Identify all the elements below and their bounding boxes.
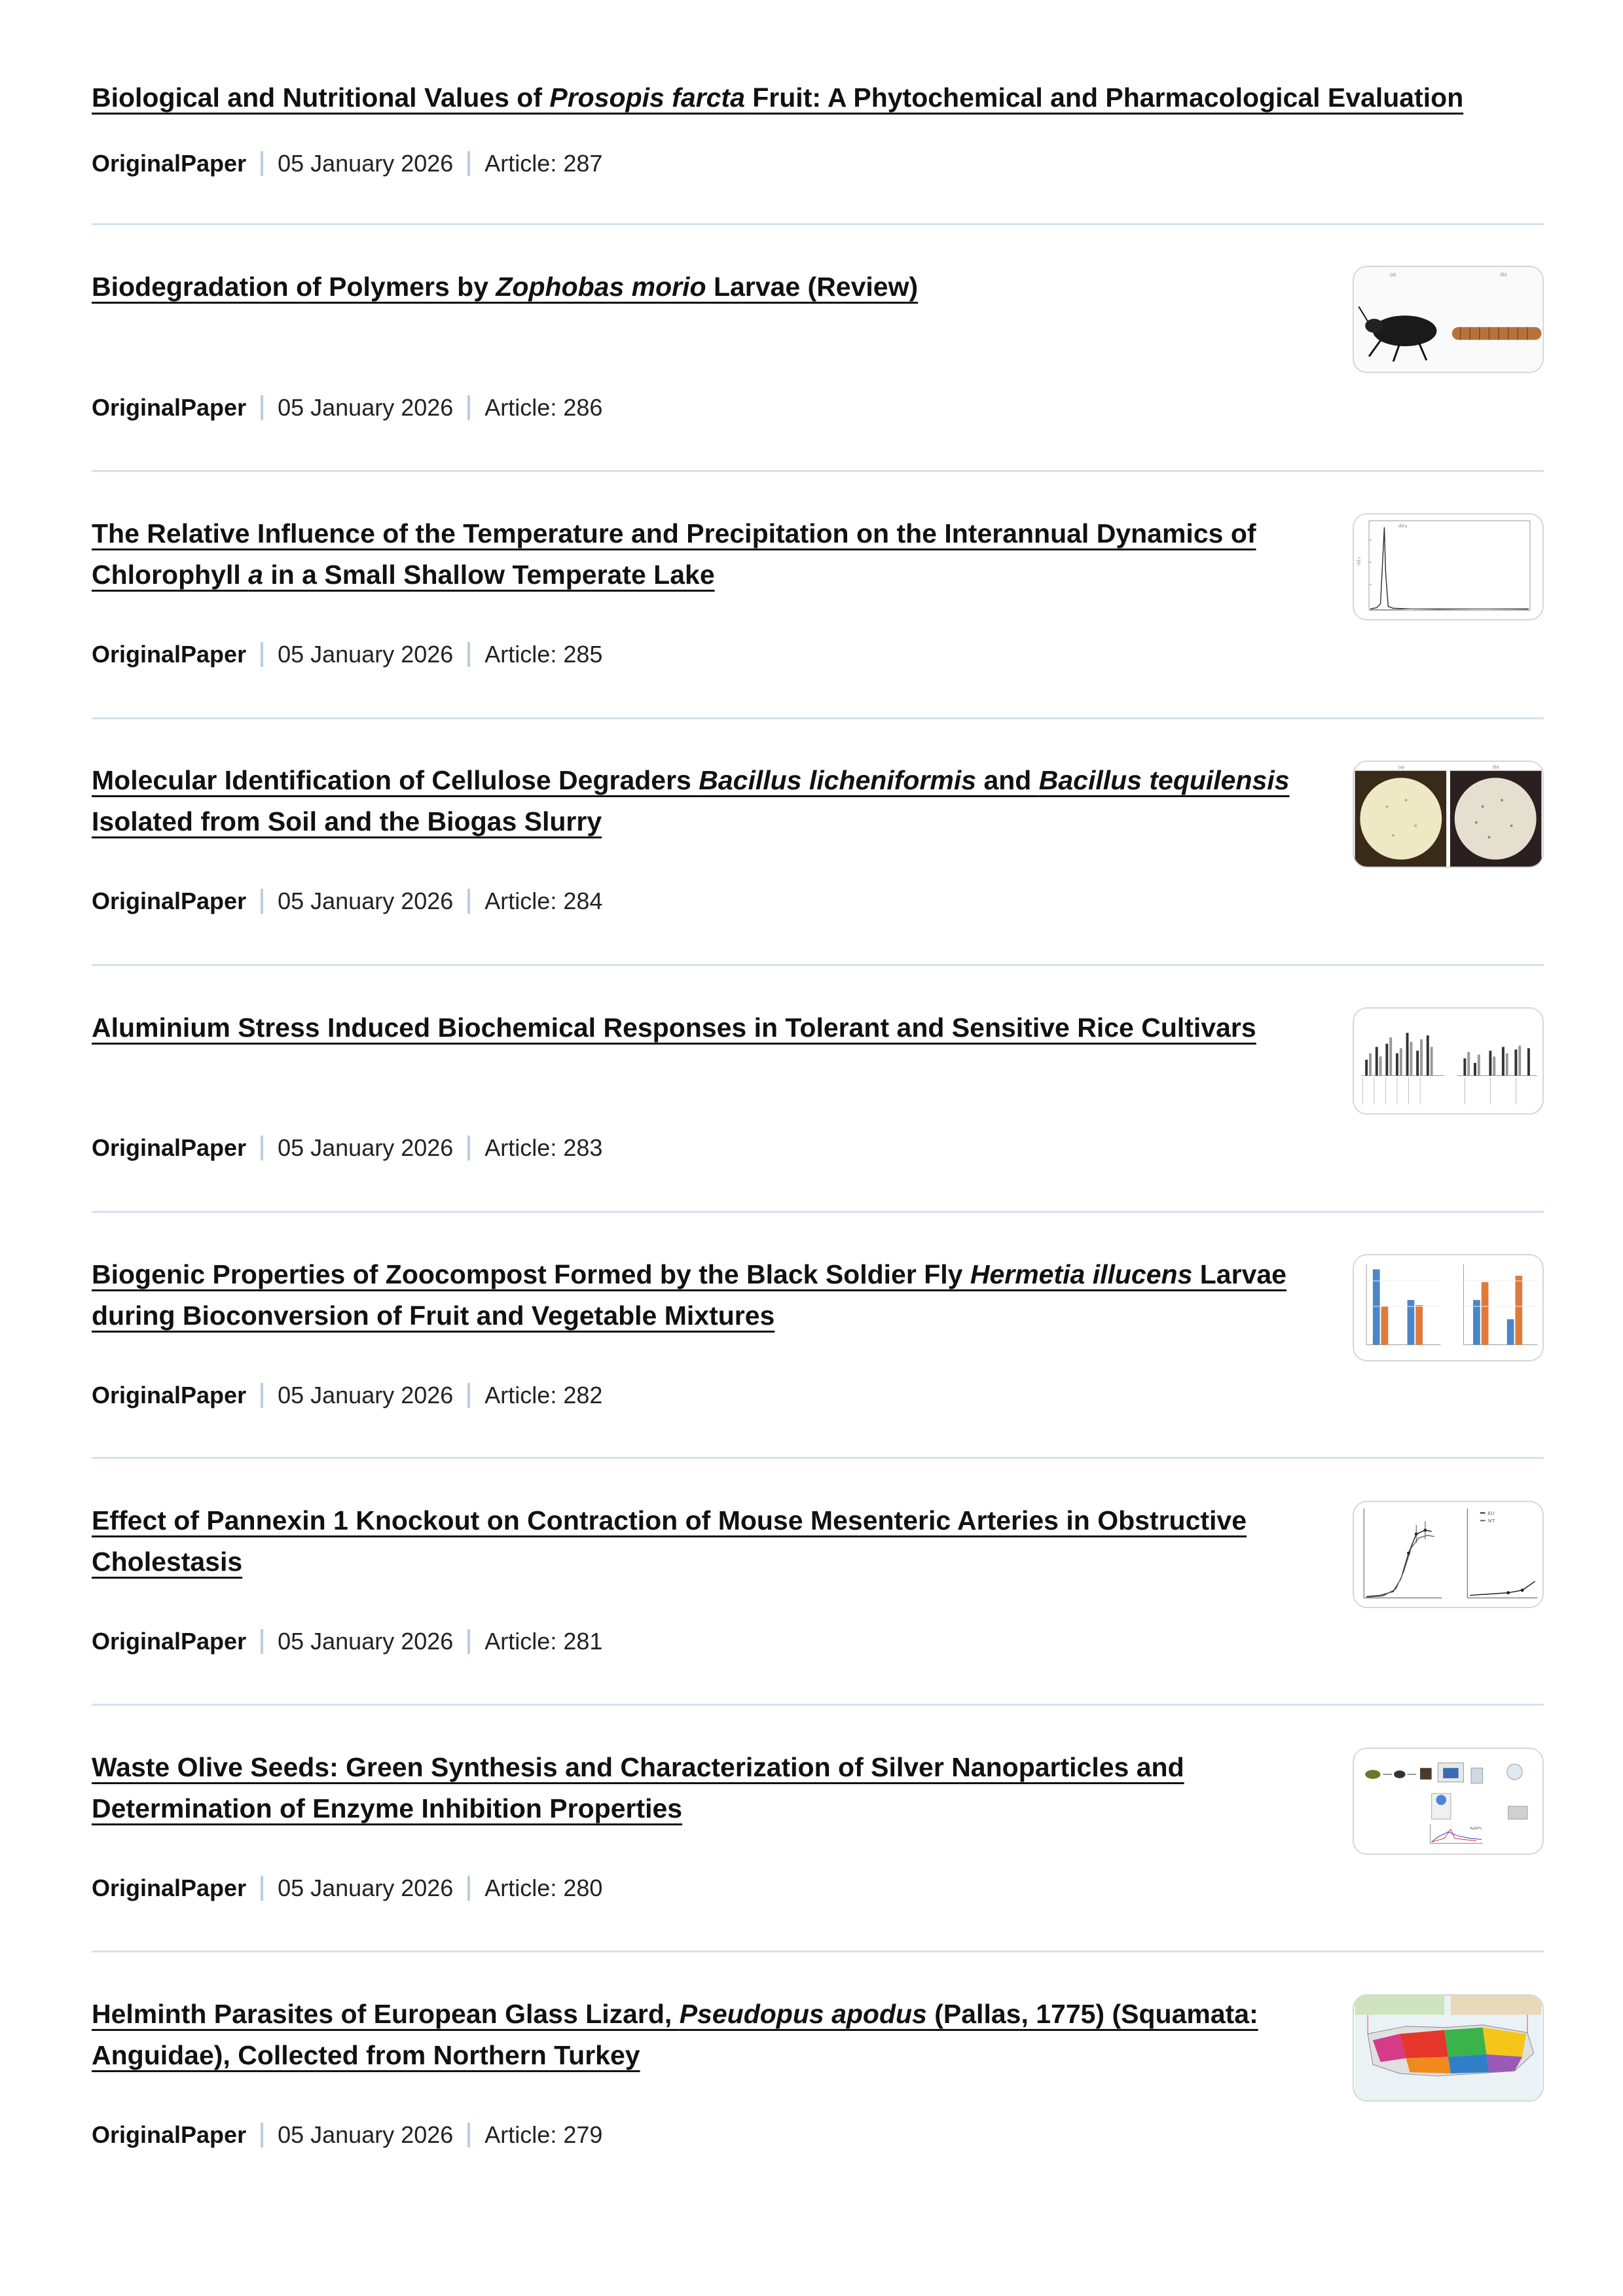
title-italic-text: Bacillus licheniformis	[699, 765, 977, 795]
title-text: Biological and Nutritional Values of	[92, 82, 550, 113]
title-text: Waste Olive Seeds: Green Synthesis and Characterization of Silver Nanoparticles and Determination of Enzyme Inhibition Properties	[92, 1752, 1184, 1823]
publication-date: 05 January 2026	[278, 641, 454, 668]
meta-divider	[467, 151, 470, 176]
article-meta	[92, 640, 602, 669]
article-title-link[interactable]	[92, 1007, 1336, 1049]
svg-text:WT: WT	[1487, 1519, 1495, 1524]
content-type-label: OriginalPaper	[92, 888, 247, 914]
content-type-label: OriginalPaper	[92, 1628, 247, 1655]
article-thumbnail[interactable]	[1353, 266, 1544, 373]
publication-date: 05 January 2026	[278, 150, 454, 177]
article-number: Article: 287	[484, 150, 603, 177]
content-type-label: OriginalPaper	[92, 1134, 247, 1161]
title-text: and	[976, 765, 1039, 795]
item-divider	[92, 1211, 1544, 1213]
meta-divider	[261, 1629, 263, 1654]
title-text: Fruit: A Phytochemical and Pharmacological Evaluation	[744, 82, 1464, 113]
article-meta	[92, 393, 602, 422]
meta-divider	[261, 395, 263, 420]
time-series-plot-image	[1354, 514, 1542, 619]
article-thumbnail[interactable]	[1353, 1007, 1544, 1115]
item-divider	[92, 1457, 1544, 1459]
article-meta	[92, 149, 602, 178]
blue-orange-bar-chart-image	[1354, 1255, 1542, 1360]
article-thumbnail[interactable]	[1353, 1501, 1544, 1608]
meta-divider	[261, 1876, 263, 1901]
title-italic-text: Hermetia illucens	[970, 1259, 1193, 1289]
article-thumbnail[interactable]	[1353, 1994, 1544, 2102]
title-text: Effect of Pannexin 1 Knockout on Contraction of Mouse Mesenteric Arteries in Obstructive Cholestasis	[92, 1505, 1247, 1577]
synthesis-schematic-image	[1354, 1749, 1542, 1854]
svg-text:(b): (b)	[1493, 763, 1499, 770]
article-meta	[92, 887, 602, 916]
article-title-link[interactable]	[92, 513, 1336, 596]
svg-text:(b): (b)	[1501, 271, 1507, 278]
article-number: Article: 280	[484, 1874, 603, 1901]
meta-divider	[467, 395, 470, 420]
grouped-bar-chart-image	[1354, 1009, 1542, 1113]
article-title-link[interactable]	[92, 266, 1336, 308]
title-text: Molecular Identification of Cellulose Degraders	[92, 765, 699, 795]
article-number: Article: 281	[484, 1628, 603, 1655]
title-text: Biogenic Properties of Zoocompost Formed by the Black Soldier Fly	[92, 1259, 970, 1289]
item-divider	[92, 1704, 1544, 1706]
article-number: Article: 285	[484, 641, 603, 668]
title-italic-text: Zophobas morio	[496, 272, 706, 302]
meta-divider	[261, 1383, 263, 1408]
meta-divider	[467, 1629, 470, 1654]
item-divider	[92, 1950, 1544, 1952]
article-title-link[interactable]	[92, 760, 1336, 842]
article-title-link[interactable]	[92, 1747, 1336, 1829]
svg-text:AgNPs: AgNPs	[1470, 1826, 1482, 1831]
title-text: Biodegradation of Polymers by	[92, 272, 496, 302]
meta-divider	[261, 642, 263, 667]
svg-text:(a): (a)	[1390, 271, 1396, 278]
title-italic-text: Pseudopus apodus	[679, 1999, 927, 2029]
svg-text:KO: KO	[1487, 1511, 1495, 1516]
meta-divider	[261, 2123, 263, 2147]
beetle-and-larva-image	[1354, 267, 1542, 372]
article-thumbnail[interactable]	[1353, 1254, 1544, 1361]
title-italic-text: a	[248, 560, 263, 590]
petri-dishes-image	[1354, 762, 1542, 867]
article-meta	[92, 1874, 602, 1903]
svg-text:(a): (a)	[1398, 763, 1404, 770]
article-title-link[interactable]	[92, 1254, 1290, 1336]
content-type-label: OriginalPaper	[92, 150, 247, 177]
publication-date: 05 January 2026	[278, 2121, 454, 2148]
dose-response-curves-image	[1354, 1502, 1542, 1607]
title-text: Larvae (Review)	[706, 272, 919, 302]
article-number: Article: 284	[484, 888, 603, 914]
article-title-link[interactable]	[92, 77, 1544, 118]
content-type-label: OriginalPaper	[92, 1382, 247, 1408]
svg-text:chl a: chl a	[1398, 524, 1407, 529]
item-divider	[92, 470, 1544, 472]
content-type-label: OriginalPaper	[92, 2121, 247, 2148]
publication-date: 05 January 2026	[278, 1628, 454, 1655]
title-text: (Pallas, 1775) (Squamata: Anguidae), Collected from Northern Turkey	[92, 1999, 1258, 2070]
meta-divider	[467, 642, 470, 667]
article-meta	[92, 1134, 602, 1162]
meta-divider	[467, 1136, 470, 1160]
article-thumbnail[interactable]	[1353, 761, 1544, 868]
article-title-link[interactable]	[92, 1994, 1336, 2076]
meta-divider	[467, 1383, 470, 1408]
title-text: in a Small Shallow Temperate Lake	[263, 560, 715, 590]
article-thumbnail[interactable]	[1353, 1748, 1544, 1855]
title-text: The Relative Influence of the Temperature and Precipitation on the Interannual Dynamics of Chlorophyll	[92, 518, 1256, 590]
title-italic-text: Bacillus tequilensis	[1038, 765, 1290, 795]
article-number: Article: 282	[484, 1382, 603, 1408]
title-text: Aluminium Stress Induced Biochemical Responses in Tolerant and Sensitive Rice Cultivars	[92, 1013, 1256, 1043]
article-thumbnail[interactable]	[1353, 513, 1544, 620]
content-type-label: OriginalPaper	[92, 394, 247, 421]
meta-divider	[467, 2123, 470, 2147]
item-divider	[92, 717, 1544, 719]
meta-divider	[467, 1876, 470, 1901]
item-divider	[92, 964, 1544, 966]
publication-date: 05 January 2026	[278, 1874, 454, 1901]
article-number: Article: 283	[484, 1134, 603, 1161]
article-number: Article: 286	[484, 394, 603, 421]
item-divider	[92, 223, 1544, 225]
article-title-link[interactable]	[92, 1500, 1336, 1583]
article-meta	[92, 1627, 602, 1656]
title-text: Isolated from Soil and the Biogas Slurry	[92, 806, 602, 836]
article-meta	[92, 2121, 602, 2149]
meta-divider	[261, 151, 263, 176]
turkey-region-map-image	[1354, 1996, 1542, 2100]
article-number: Article: 279	[484, 2121, 603, 2148]
meta-divider	[261, 889, 263, 914]
meta-divider	[261, 1136, 263, 1160]
content-type-label: OriginalPaper	[92, 1874, 247, 1901]
meta-divider	[467, 889, 470, 914]
svg-text:chl a: chl a	[1357, 556, 1362, 566]
publication-date: 05 January 2026	[278, 1382, 454, 1408]
title-text: Helminth Parasites of European Glass Lizard,	[92, 1999, 680, 2029]
article-meta	[92, 1381, 602, 1410]
publication-date: 05 January 2026	[278, 888, 454, 914]
publication-date: 05 January 2026	[278, 394, 454, 421]
content-type-label: OriginalPaper	[92, 641, 247, 668]
title-text: Larvae during Bioconversion of Fruit and Vegetable Mixtures	[92, 1259, 1286, 1331]
title-italic-text: Prosopis farcta	[549, 82, 745, 113]
publication-date: 05 January 2026	[278, 1134, 454, 1161]
